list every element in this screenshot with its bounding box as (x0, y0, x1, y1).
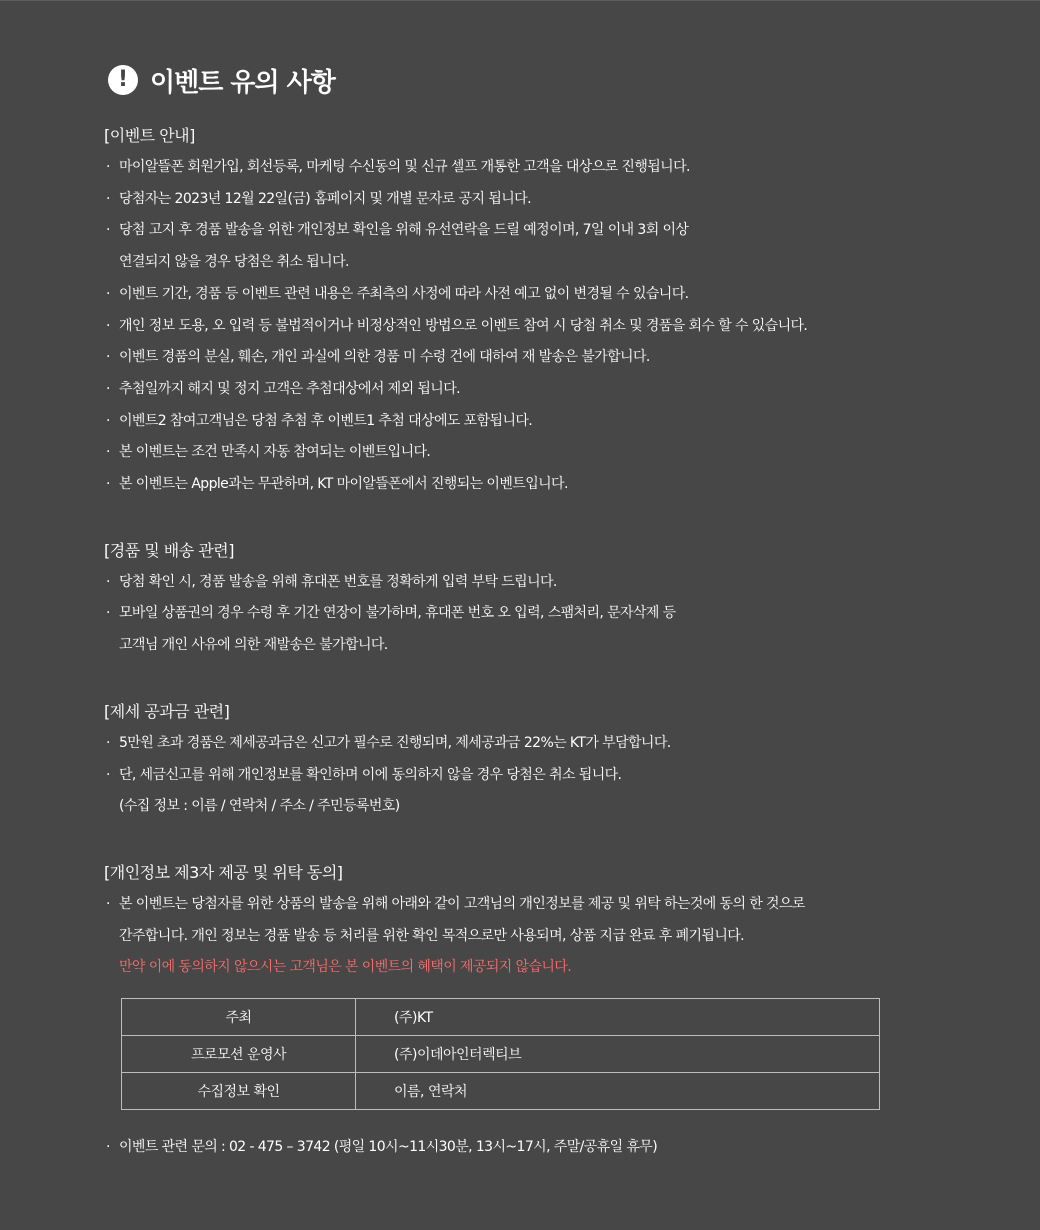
consent-warning: 만약 이에 동의하지 않으시는 고객님은 본 이벤트의 혜택이 제공되지 않습니다. (119, 959, 572, 976)
table-value-cell: 이름, 연락처 (356, 1073, 880, 1110)
privacy-info-table (121, 998, 880, 1110)
list-item: · 이벤트 기간, 경품 등 이벤트 관련 내용은 주최측의 사정에 따라 사전 예고 없이 변경될 수 있습니다. (104, 279, 934, 311)
section-heading: [제세 공과금 관련] (104, 701, 230, 721)
list-item: · 본 이벤트는 Apple과는 무관하며, KT 마이알뜰폰에서 진행되는 이벤트입니다. (104, 469, 934, 501)
page-title-text: 이벤트 유의 사항 (150, 67, 335, 98)
list-item: · 당첨 고지 후 경품 발송을 위한 개인정보 확인을 위해 유선연락을 드릴 예정이며, 7일 이내 3회 이상 (104, 215, 934, 247)
top-divider (0, 0, 1040, 1)
table-value-cell: (주)KT (356, 999, 880, 1036)
section-event-info (104, 120, 934, 501)
list-item: · 이벤트 경품의 분실, 훼손, 개인 과실에 의한 경품 미 수령 건에 대하여 재 발송은 불가합니다. (104, 342, 934, 374)
list-item: · 5만원 초과 경품은 제세공과금은 신고가 필수로 진행되며, 제세공과금 22%는 KT가 부담합니다. (104, 728, 934, 760)
contact-info: · 이벤트 관련 문의 : 02 - 475 – 3742 (평일 10시~11시30분, 13시~17시, 주말/공휴일 휴무) (104, 1132, 934, 1164)
section-tax (104, 696, 934, 823)
list-item: · 단, 세금신고를 위해 개인정보를 확인하며 이에 동의하지 않을 경우 당첨은 취소 됩니다. (104, 760, 934, 792)
list-item: · 당첨자는 2023년 12월 22일(금) 홈페이지 및 개별 문자로 공지 됩니다. (104, 184, 934, 216)
list-item: · 개인 정보 도용, 오 입력 등 불법적이거나 비정상적인 방법으로 이벤트 참여 시 당첨 취소 및 경품을 회수 할 수 있습니다. (104, 311, 934, 343)
table-key-cell: 주최 (122, 999, 356, 1036)
notice-container (104, 60, 934, 1164)
section-prize-delivery (104, 535, 934, 662)
table-row (122, 1036, 880, 1073)
list-item: · 본 이벤트는 당첨자를 위한 상품의 발송을 위해 아래와 같이 고객님의 개인정보를 제공 및 위탁 하는것에 동의 한 것으로 (104, 889, 934, 921)
list-item-continuation: 연결되지 않을 경우 당첨은 취소 됩니다. (119, 254, 349, 271)
list-item: · 본 이벤트는 조건 만족시 자동 참여되는 이벤트입니다. (104, 437, 934, 469)
list-item: · 이벤트2 참여고객님은 당첨 추첨 후 이벤트1 추첨 대상에도 포함됩니다. (104, 406, 934, 438)
exclamation-circle-icon: ! (108, 65, 138, 95)
page-title (104, 60, 934, 100)
table-row (122, 999, 880, 1036)
list-item: · 모바일 상품권의 경우 수령 후 기간 연장이 불가하며, 휴대폰 번호 오 입력, 스팸처리, 문자삭제 등 (104, 598, 934, 630)
section-heading: [경품 및 배송 관련] (104, 540, 234, 560)
table-row (122, 1073, 880, 1110)
list-item: · 마이알뜰폰 회원가입, 회선등록, 마케팅 수신동의 및 신규 셀프 개통한 고객을 대상으로 진행됩니다. (104, 152, 934, 184)
section-heading: [개인정보 제3자 제공 및 위탁 동의] (104, 862, 343, 882)
list-item: · 추첨일까지 해지 및 정지 고객은 추첨대상에서 제외 됩니다. (104, 374, 934, 406)
table-value-cell: (주)이데아인터렉티브 (356, 1036, 880, 1073)
list-item: · 당첨 확인 시, 경품 발송을 위해 휴대폰 번호를 정확하게 입력 부탁 드립니다. (104, 567, 934, 599)
list-item-continuation: 간주합니다. 개인 정보는 경품 발송 등 처리를 위한 확인 목적으로만 사용되며, 상품 지급 완료 후 폐기됩니다. (119, 927, 745, 944)
section-heading: [이벤트 안내] (104, 126, 195, 145)
list-item-continuation: (수집 정보 : 이름 / 연락처 / 주소 / 주민등록번호) (119, 798, 400, 815)
section-privacy-consent (104, 857, 934, 1110)
table-key-cell: 프로모션 운영사 (122, 1036, 356, 1073)
list-item-continuation: 고객님 개인 사유에 의한 재발송은 불가합니다. (119, 637, 388, 654)
table-key-cell: 수집정보 확인 (122, 1073, 356, 1110)
